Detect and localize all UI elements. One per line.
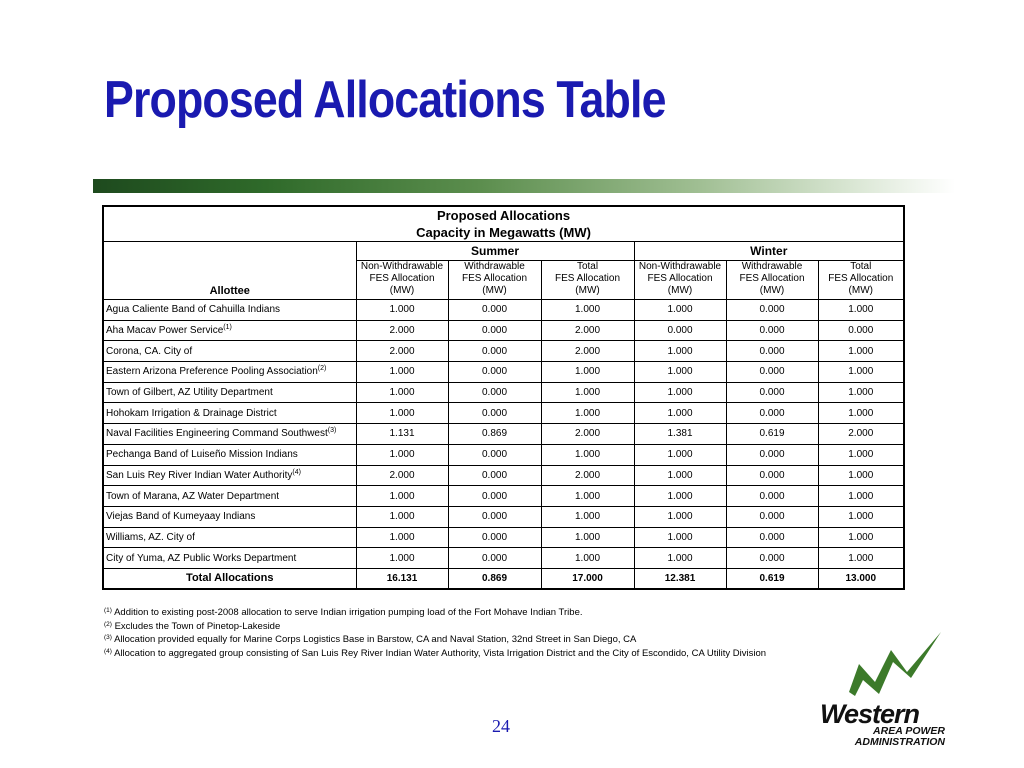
value-cell: 0.000 bbox=[726, 548, 818, 569]
footnote bbox=[104, 633, 864, 647]
value-cell: 2.000 bbox=[541, 320, 634, 341]
value-cell: 1.000 bbox=[356, 382, 448, 403]
allottee-name-cell bbox=[103, 486, 356, 507]
value-cell: 1.000 bbox=[818, 465, 904, 486]
value-cell: 1.000 bbox=[634, 486, 726, 507]
value-cell: 1.000 bbox=[356, 548, 448, 569]
table-row bbox=[103, 548, 904, 569]
value-cell: 0.000 bbox=[726, 300, 818, 321]
value-cell: 0.000 bbox=[726, 465, 818, 486]
value-cell: 0.000 bbox=[726, 341, 818, 362]
value-cell: 1.000 bbox=[818, 444, 904, 465]
footnote-marker: (2) bbox=[317, 365, 327, 373]
value-cell: 2.000 bbox=[356, 465, 448, 486]
allottee-name: Pechanga Band of Luiseño Mission Indians bbox=[106, 449, 298, 461]
table-row bbox=[103, 444, 904, 465]
footnote bbox=[104, 620, 864, 634]
column-header-line: FES Allocation bbox=[739, 273, 805, 284]
value-cell: 1.000 bbox=[634, 444, 726, 465]
value-cell: 2.000 bbox=[541, 465, 634, 486]
value-cell: 1.000 bbox=[356, 300, 448, 321]
allottee-name: Hohokam Irrigation & Drainage District bbox=[106, 407, 277, 419]
allottee-name: Viejas Band of Kumeyaay Indians bbox=[106, 511, 256, 523]
footnote bbox=[104, 606, 864, 620]
column-header bbox=[818, 261, 904, 300]
allottee-name: Town of Marana, AZ Water Department bbox=[106, 490, 280, 502]
value-cell: 0.000 bbox=[448, 444, 541, 465]
table-row bbox=[103, 506, 904, 527]
column-header bbox=[634, 261, 726, 300]
allottee-name: Williams, AZ. City of bbox=[106, 531, 195, 543]
footnote-mark: (3) bbox=[104, 634, 112, 641]
table-row bbox=[103, 341, 904, 362]
column-header bbox=[541, 261, 634, 300]
column-header-line: (MW) bbox=[575, 285, 600, 296]
summer-header: Summer bbox=[356, 242, 634, 261]
value-cell: 1.000 bbox=[818, 382, 904, 403]
value-cell: 0.000 bbox=[448, 362, 541, 383]
value-cell: 1.000 bbox=[356, 444, 448, 465]
value-cell: 1.000 bbox=[634, 382, 726, 403]
allottee-name: Corona, CA. City of bbox=[106, 345, 193, 357]
table-row bbox=[103, 424, 904, 445]
allocations-table bbox=[102, 205, 905, 590]
table-row bbox=[103, 403, 904, 424]
value-cell: 1.000 bbox=[541, 300, 634, 321]
value-cell: 0.000 bbox=[448, 300, 541, 321]
total-value-cell: 13.000 bbox=[818, 568, 904, 589]
table-row bbox=[103, 362, 904, 383]
allottee-name-cell bbox=[103, 300, 356, 321]
value-cell: 2.000 bbox=[818, 424, 904, 445]
value-cell: 0.000 bbox=[448, 486, 541, 507]
column-header-line: (MW) bbox=[482, 285, 507, 296]
logo-subtitle-line2: ADMINISTRATION bbox=[854, 736, 945, 748]
logo-subtitle-line1: AREA POWER bbox=[873, 725, 945, 737]
value-cell: 1.000 bbox=[356, 403, 448, 424]
winter-header: Winter bbox=[634, 242, 904, 261]
allottee-name-cell bbox=[103, 506, 356, 527]
table-row bbox=[103, 486, 904, 507]
footnote-text: Excludes the Town of Pinetop-Lakeside bbox=[111, 620, 281, 632]
value-cell: 1.000 bbox=[818, 362, 904, 383]
column-header-line: (MW) bbox=[389, 285, 415, 296]
value-cell: 1.000 bbox=[818, 300, 904, 321]
allottee-name-cell bbox=[103, 444, 356, 465]
value-cell: 0.000 bbox=[448, 465, 541, 486]
table-row bbox=[103, 465, 904, 486]
table-row bbox=[103, 382, 904, 403]
value-cell: 1.000 bbox=[818, 506, 904, 527]
column-header-line: Total bbox=[576, 261, 599, 272]
value-cell: 0.000 bbox=[448, 403, 541, 424]
table-row bbox=[103, 527, 904, 548]
table-body bbox=[103, 300, 904, 589]
decorative-gradient-stripe bbox=[93, 179, 955, 193]
footnote-marker: (4) bbox=[292, 468, 301, 476]
column-header-line: FES Allocation bbox=[647, 273, 713, 284]
footnote-text: Addition to existing post-2008 allocation to serve Indian irrigation pumping load of the Fort Mohave Indian Tribe. bbox=[111, 607, 583, 618]
allottee-name-cell bbox=[103, 320, 356, 341]
allottee-name-cell bbox=[103, 548, 356, 569]
value-cell: 1.000 bbox=[541, 486, 634, 507]
footnote-mark: (1) bbox=[104, 607, 112, 614]
allottee-name: Naval Facilities Engineering Command Southwest bbox=[106, 428, 328, 440]
value-cell: 0.000 bbox=[726, 362, 818, 383]
allottee-name: Aha Macav Power Service bbox=[106, 325, 224, 337]
value-cell: 0.000 bbox=[726, 320, 818, 341]
total-value-cell: 17.000 bbox=[541, 568, 634, 589]
table-heading bbox=[103, 206, 904, 242]
table-heading-line1: Proposed Allocations bbox=[436, 208, 571, 223]
value-cell: 1.000 bbox=[541, 403, 634, 424]
value-cell: 2.000 bbox=[356, 341, 448, 362]
column-header bbox=[726, 261, 818, 300]
column-header-line: FES Allocation bbox=[828, 273, 894, 284]
value-cell: 1.000 bbox=[541, 506, 634, 527]
value-cell: 0.000 bbox=[818, 320, 904, 341]
allottee-name-cell bbox=[103, 362, 356, 383]
total-value-cell: 0.869 bbox=[448, 568, 541, 589]
value-cell: 1.000 bbox=[356, 362, 448, 383]
column-header bbox=[356, 261, 448, 300]
value-cell: 1.000 bbox=[818, 341, 904, 362]
value-cell: 0.000 bbox=[726, 506, 818, 527]
value-cell: 0.000 bbox=[726, 403, 818, 424]
value-cell: 1.000 bbox=[634, 300, 726, 321]
total-value-cell: 0.619 bbox=[726, 568, 818, 589]
column-header-line: (MW) bbox=[667, 285, 693, 296]
allottee-name-cell bbox=[103, 403, 356, 424]
column-header-line: FES Allocation bbox=[461, 273, 528, 284]
value-cell: 0.000 bbox=[448, 527, 541, 548]
value-cell: 1.000 bbox=[541, 382, 634, 403]
logo-wordmark: Western bbox=[820, 699, 920, 729]
footnote-mark: (4) bbox=[104, 647, 112, 655]
footnote bbox=[104, 647, 864, 661]
column-header-line: Total bbox=[850, 261, 872, 272]
page-title: Proposed Allocations Table bbox=[104, 71, 666, 129]
column-header bbox=[448, 261, 541, 300]
allottee-name-cell bbox=[103, 424, 356, 445]
value-cell: 0.000 bbox=[726, 527, 818, 548]
allottee-name-cell bbox=[103, 341, 356, 362]
column-header-line: (MW) bbox=[848, 285, 873, 296]
column-header-line: Withdrawable bbox=[464, 261, 525, 272]
column-header-line: FES Allocation bbox=[369, 273, 435, 284]
allottee-name-cell bbox=[103, 382, 356, 403]
value-cell: 1.000 bbox=[541, 362, 634, 383]
value-cell: 1.000 bbox=[541, 548, 634, 569]
footnotes bbox=[104, 606, 864, 660]
value-cell: 1.000 bbox=[634, 548, 726, 569]
footnote-marker: (3) bbox=[327, 427, 337, 435]
value-cell: 0.000 bbox=[448, 506, 541, 527]
allottee-header: Allottee bbox=[103, 242, 356, 300]
total-value-cell: 16.131 bbox=[356, 568, 448, 589]
value-cell: 1.000 bbox=[356, 486, 448, 507]
value-cell: 1.381 bbox=[634, 424, 726, 445]
value-cell: 1.131 bbox=[356, 424, 448, 445]
value-cell: 1.000 bbox=[634, 506, 726, 527]
allottee-name: San Luis Rey River Indian Water Authority bbox=[106, 469, 293, 481]
value-cell: 1.000 bbox=[818, 548, 904, 569]
column-header-line: FES Allocation bbox=[554, 273, 621, 284]
value-cell: 1.000 bbox=[634, 362, 726, 383]
footnote-mark: (2) bbox=[104, 620, 112, 628]
allottee-name: Agua Caliente Band of Cahuilla Indians bbox=[106, 304, 281, 316]
table-heading-line2: Capacity in Megawatts (MW) bbox=[416, 225, 591, 240]
value-cell: 1.000 bbox=[356, 506, 448, 527]
value-cell: 1.000 bbox=[541, 527, 634, 548]
allottee-name: Eastern Arizona Preference Pooling Association bbox=[106, 366, 318, 378]
value-cell: 2.000 bbox=[541, 341, 634, 362]
value-cell: 1.000 bbox=[634, 465, 726, 486]
column-header-line: Non-Withdrawable bbox=[360, 261, 444, 272]
logo-subtitle bbox=[823, 726, 945, 748]
column-header-line: Non-Withdrawable bbox=[638, 261, 722, 272]
footnote-marker: (1) bbox=[223, 324, 232, 332]
value-cell: 0.000 bbox=[726, 444, 818, 465]
allocations-table-container bbox=[102, 205, 903, 590]
value-cell: 0.000 bbox=[726, 382, 818, 403]
value-cell: 0.000 bbox=[448, 382, 541, 403]
value-cell: 0.869 bbox=[448, 424, 541, 445]
value-cell: 1.000 bbox=[356, 527, 448, 548]
table-row bbox=[103, 320, 904, 341]
page-number: 24 bbox=[492, 716, 510, 736]
value-cell: 0.000 bbox=[634, 320, 726, 341]
value-cell: 1.000 bbox=[634, 403, 726, 424]
value-cell: 1.000 bbox=[818, 486, 904, 507]
value-cell: 0.000 bbox=[448, 341, 541, 362]
value-cell: 0.619 bbox=[726, 424, 818, 445]
allottee-name: City of Yuma, AZ Public Works Department bbox=[106, 552, 297, 564]
value-cell: 1.000 bbox=[634, 527, 726, 548]
value-cell: 2.000 bbox=[541, 424, 634, 445]
footnote-text: Allocation provided equally for Marine Corps Logistics Base in Barstow, CA and Naval Station, 32nd Street in San Diego, CA bbox=[111, 634, 637, 645]
column-header-line: (MW) bbox=[759, 285, 785, 296]
footnote-text: Allocation to aggregated group consisting of San Luis Rey River Indian Water Authority, Vista Irrigation District and the City of Escondido, CA Utility Division bbox=[111, 647, 767, 659]
table-row bbox=[103, 300, 904, 321]
total-label: Total Allocations bbox=[103, 568, 356, 589]
value-cell: 1.000 bbox=[634, 341, 726, 362]
value-cell: 0.000 bbox=[448, 548, 541, 569]
total-value-cell: 12.381 bbox=[634, 568, 726, 589]
allottee-name: Town of Gilbert, AZ Utility Department bbox=[106, 387, 273, 399]
value-cell: 1.000 bbox=[818, 403, 904, 424]
allottee-name-cell bbox=[103, 465, 356, 486]
value-cell: 2.000 bbox=[356, 320, 448, 341]
total-row bbox=[103, 568, 904, 589]
column-header-line: Withdrawable bbox=[741, 261, 803, 272]
value-cell: 1.000 bbox=[818, 527, 904, 548]
value-cell: 0.000 bbox=[448, 320, 541, 341]
value-cell: 0.000 bbox=[726, 486, 818, 507]
allottee-name-cell bbox=[103, 527, 356, 548]
value-cell: 1.000 bbox=[541, 444, 634, 465]
